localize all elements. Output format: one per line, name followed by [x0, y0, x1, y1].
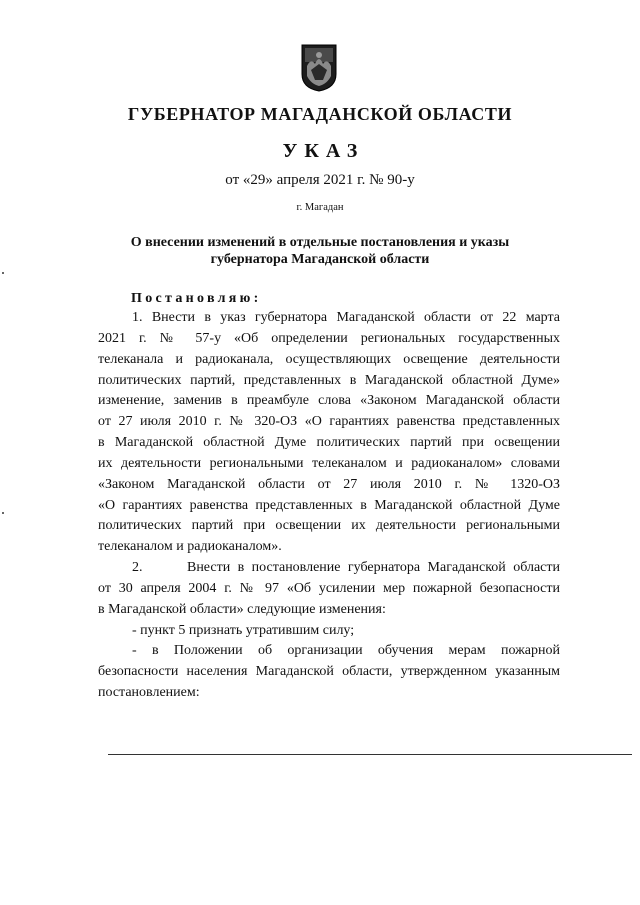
paragraph-line: изменение, заменив в преамбуле слова «Законом Магаданской области [98, 393, 560, 409]
paragraph-1 [98, 308, 560, 558]
paragraph-line: телеканала и радиоканала, осуществляющих освещение деятельности [98, 351, 560, 367]
scan-margin-dot [2, 272, 4, 274]
decree-subject [0, 234, 640, 268]
paragraph-line: «Законом Магаданской области от 27 июля 2010 г. № 1320-ОЗ [98, 476, 560, 492]
decree-date-number: от «29» апреля 2021 г. № 90-у [225, 172, 415, 188]
decree-title: УКАЗ [282, 140, 365, 162]
paragraph-line: от 30 апреля 2004 г. № 97 «Об усилении мер пожарной безопасности [98, 580, 560, 596]
paragraph-line: политических партий при освещении их деятельности региональными [98, 518, 560, 534]
governor-title: ГУБЕРНАТОР МАГАДАНСКОЙ ОБЛАСТИ [127, 104, 513, 124]
paragraph-line: политических партий, представленных в Магаданской областной Думе» [98, 372, 560, 388]
scan-margin-dot [2, 512, 4, 514]
paragraph-line: их деятельности региональными телеканалом и радиоканалом» словами [98, 455, 560, 471]
subject-line-2: губернатора Магаданской области [210, 252, 430, 267]
list-item-2-line: постановлением: [98, 685, 200, 701]
list-item-2-line: - в Положении об организации обучения мерам пожарной [132, 643, 560, 659]
paragraph-line: 2021 г. № 57-у «Об определении региональных государственных [98, 330, 560, 346]
paragraph-line: в Магаданской областной Думе политических партий при освещении [98, 435, 560, 451]
list-item-2-line: безопасности населения Магаданской области, утвержденном указанным [98, 664, 560, 680]
subject-line-1: О внесении изменений в отдельные постановления и указы [130, 235, 510, 250]
paragraph-line: 2. Внести в постановление губернатора Магаданской области [132, 560, 560, 575]
paragraph-line: телеканалом и радиоканалом». [98, 539, 282, 555]
page-bottom-rule [108, 754, 632, 755]
paragraph-line: 1. Внести в указ губернатора Магаданской области от 22 марта [132, 310, 560, 325]
paragraph-line: в Магаданской области» следующие изменения: [98, 601, 386, 617]
paragraph-2 [98, 558, 560, 704]
list-item-1: - пункт 5 признать утратившим силу; [132, 622, 355, 638]
coat-of-arms-icon [301, 44, 337, 92]
decree-city: г. Магадан [296, 202, 344, 213]
postanovlyayu-heading: Постановляю: [131, 291, 262, 306]
paragraph-line: от 27 июля 2010 г. № 320-ОЗ «О гарантиях равенства представленных [98, 414, 560, 430]
paragraph-line: «О гарантиях равенства представленных в Магаданской областной Думе [98, 497, 560, 513]
